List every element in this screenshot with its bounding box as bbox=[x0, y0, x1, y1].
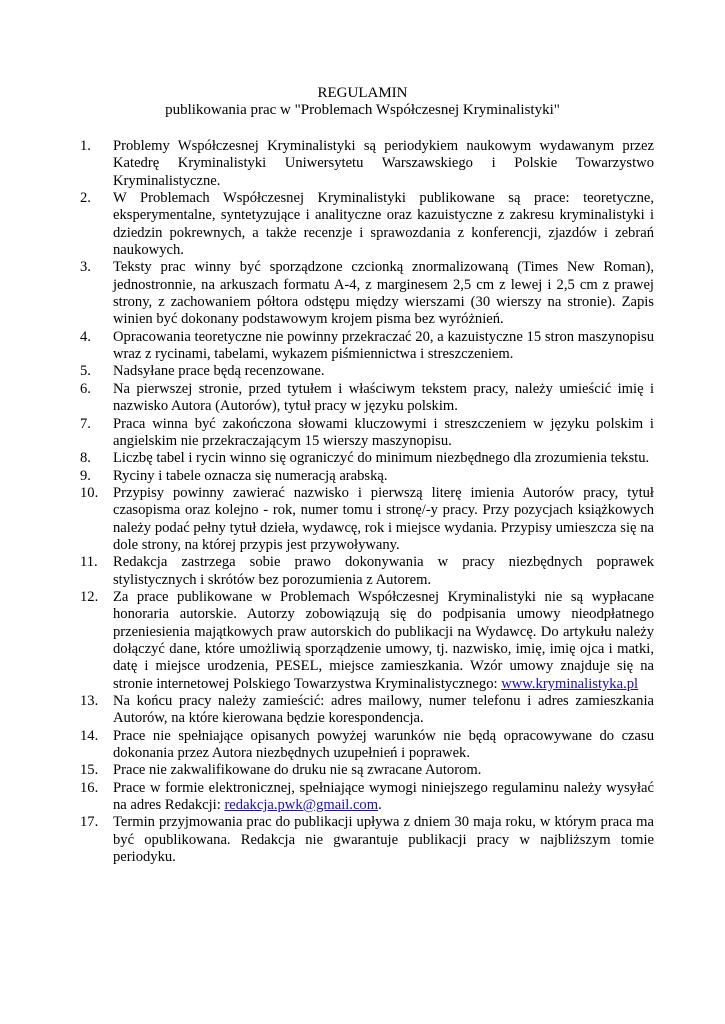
list-item bbox=[80, 329, 654, 364]
item-number: 17. bbox=[80, 814, 99, 831]
list-item bbox=[80, 381, 654, 416]
regulations-list bbox=[80, 138, 654, 866]
list-item bbox=[80, 728, 654, 763]
list-item bbox=[80, 780, 654, 815]
item-text: Teksty prac winny być sporządzone czcionką znormalizowaną (Times New Roman), jednostronnie, na arkuszach formatu A-4, z marginesem 2,5 cm z lewej i 2,5 cm z prawej strony, z zachowaniem półtora odstępu między wierszami (30 wierszy na stronie). Zapis winien być dokonany podstawowym krojem pisma bez wyróżnień. bbox=[113, 259, 654, 328]
item-text: Termin przyjmowania prac do publikacji upływa z dniem 30 maja roku, w którym praca ma być opublikowana. Redakcja nie gwarantuje publikacji pracy w najbliższym tomie periodyku. bbox=[113, 814, 654, 866]
list-item bbox=[80, 762, 654, 779]
item-number: 1. bbox=[80, 138, 91, 154]
item-text: Liczbę tabel i rycin winno się ograniczyć do minimum niezbędnego dla zrozumienia tekstu. bbox=[113, 450, 650, 467]
item-number: 4. bbox=[80, 328, 91, 345]
item-number: 11. bbox=[80, 554, 98, 571]
item-text: Opracowania teoretyczne nie powinny przekraczać 20, a kazuistyczne 15 stron maszynopisu wraz z rycinami, tabelami, wykazem piśmiennictwa i streszczeniem. bbox=[113, 328, 654, 363]
list-item bbox=[80, 259, 654, 328]
list-item bbox=[80, 138, 654, 190]
item-number: 2. bbox=[80, 190, 91, 207]
item-text: Ryciny i tabele oznacza się numeracją arabską. bbox=[113, 467, 388, 484]
item-number: 7. bbox=[80, 415, 91, 432]
item-text: Prace nie spełniające opisanych powyżej warunków nie będą opracowywane do czasu dokonania przez Autora niezbędnych uzupełnień i poprawek. bbox=[113, 727, 654, 762]
email-link[interactable]: redakcja.pwk@gmail.com bbox=[224, 797, 379, 814]
item-number: 15. bbox=[80, 762, 99, 779]
item-number: 3. bbox=[80, 259, 91, 276]
list-item bbox=[80, 554, 654, 589]
list-item bbox=[80, 450, 654, 467]
item-number: 16. bbox=[80, 779, 99, 796]
website-link[interactable]: www.kryminalistyka.pl bbox=[501, 675, 639, 692]
list-item bbox=[80, 485, 654, 554]
list-item bbox=[80, 363, 654, 380]
list-item bbox=[80, 190, 654, 259]
item-text: W Problemach Współczesnej Kryminalistyki publikowane są prace: teoretyczne, eksperymentalne, syntetyzujące i analityczne oraz kazuistyczne z zakresu kryminalistyki i dziedzin pokrewnych, a także recenzje i sprawozdania z konferencji, zjazdów i zebrań naukowych. bbox=[113, 190, 654, 259]
item-text: Przypisy powinny zawierać nazwisko i pierwszą literę imienia Autorów pracy, tytuł czasopisma oraz kolejno - rok, numer tomu i stronę/-y pracy. Przy pozycjach książkowych należy podać pełny tytuł dzieła, wydawcę, rok i miejsce wydania. Przypisy umieszcza się na dole strony, na której przypis jest przywoływany. bbox=[113, 484, 654, 553]
item-text: Na pierwszej stronie, przed tytułem i właściwym tekstem pracy, należy umieścić imię i nazwisko Autora (Autorów), tytuł pracy w języku polskim. bbox=[113, 380, 654, 415]
item-number: 14. bbox=[80, 727, 99, 744]
document-title: REGULAMIN bbox=[317, 85, 408, 101]
document-subtitle: publikowania prac w "Problemach Współczesnej Kryminalistyki" bbox=[165, 102, 560, 118]
item-number: 6. bbox=[80, 380, 91, 397]
item-text: Praca winna być zakończona słowami kluczowymi i streszczeniem w języku polskim i angielskim nie przekraczającym 15 wierszy maszynopisu. bbox=[113, 415, 654, 449]
item-number: 12. bbox=[80, 588, 99, 605]
item-text: Nadsyłane prace będą recenzowane. bbox=[113, 363, 325, 380]
item-text: Prace w formie elektronicznej, spełniające wymogi niniejszego regulaminu należy wysyłać na adres Redakcji: bbox=[113, 779, 654, 814]
item-number: 5. bbox=[80, 363, 91, 380]
item-text: Prace nie zakwalifikowane do druku nie są zwracane Autorom. bbox=[113, 762, 482, 779]
item-number: 13. bbox=[80, 693, 99, 709]
item-number: 10. bbox=[80, 484, 99, 501]
item-number: 8. bbox=[80, 450, 91, 467]
item-text: Redakcja zastrzega sobie prawo dokonywania w pracy niezbędnych poprawek stylistycznych i skrótów bez porozumienia z Autorem. bbox=[113, 554, 654, 588]
item-text: Problemy Współczesnej Kryminalistyki są periodykiem naukowym wydawanym przez Katedrę Kryminalistyki Uniwersytetu Warszawskiego i Polskie Towarzystwo Kryminalistyczne. bbox=[113, 138, 654, 189]
item-suffix: . bbox=[378, 797, 382, 814]
list-item bbox=[80, 814, 654, 866]
item-text: Na końcu pracy należy zamieścić: adres mailowy, numer telefonu i adres zamieszkania Autorów, na które kierowana będzie korespondencja. bbox=[113, 693, 654, 727]
list-item bbox=[80, 693, 654, 728]
item-number: 9. bbox=[80, 467, 91, 484]
list-item bbox=[80, 468, 654, 485]
item-text: Za prace publikowane w Problemach Współczesnej Kryminalistyki nie są wypłacane honoraria autorskie. Autorzy zobowiązują się do podpisania umowy nieodpłatnego przeniesienia majątkowych praw autorskich do publikacji na Wydawcę. Do artykułu należy dołączyć dane, które umożliwią sporządzenie umowy, tj. nazwisko, imię, imię ojca i matki, datę i miejsce urodzenia, PESEL, miejsce zamieszkania. Wzór umowy znajduje się na stronie internetowej Polskiego Towarzystwa Kryminalistycznego: bbox=[113, 588, 654, 692]
list-item bbox=[80, 589, 654, 693]
list-item bbox=[80, 416, 654, 451]
